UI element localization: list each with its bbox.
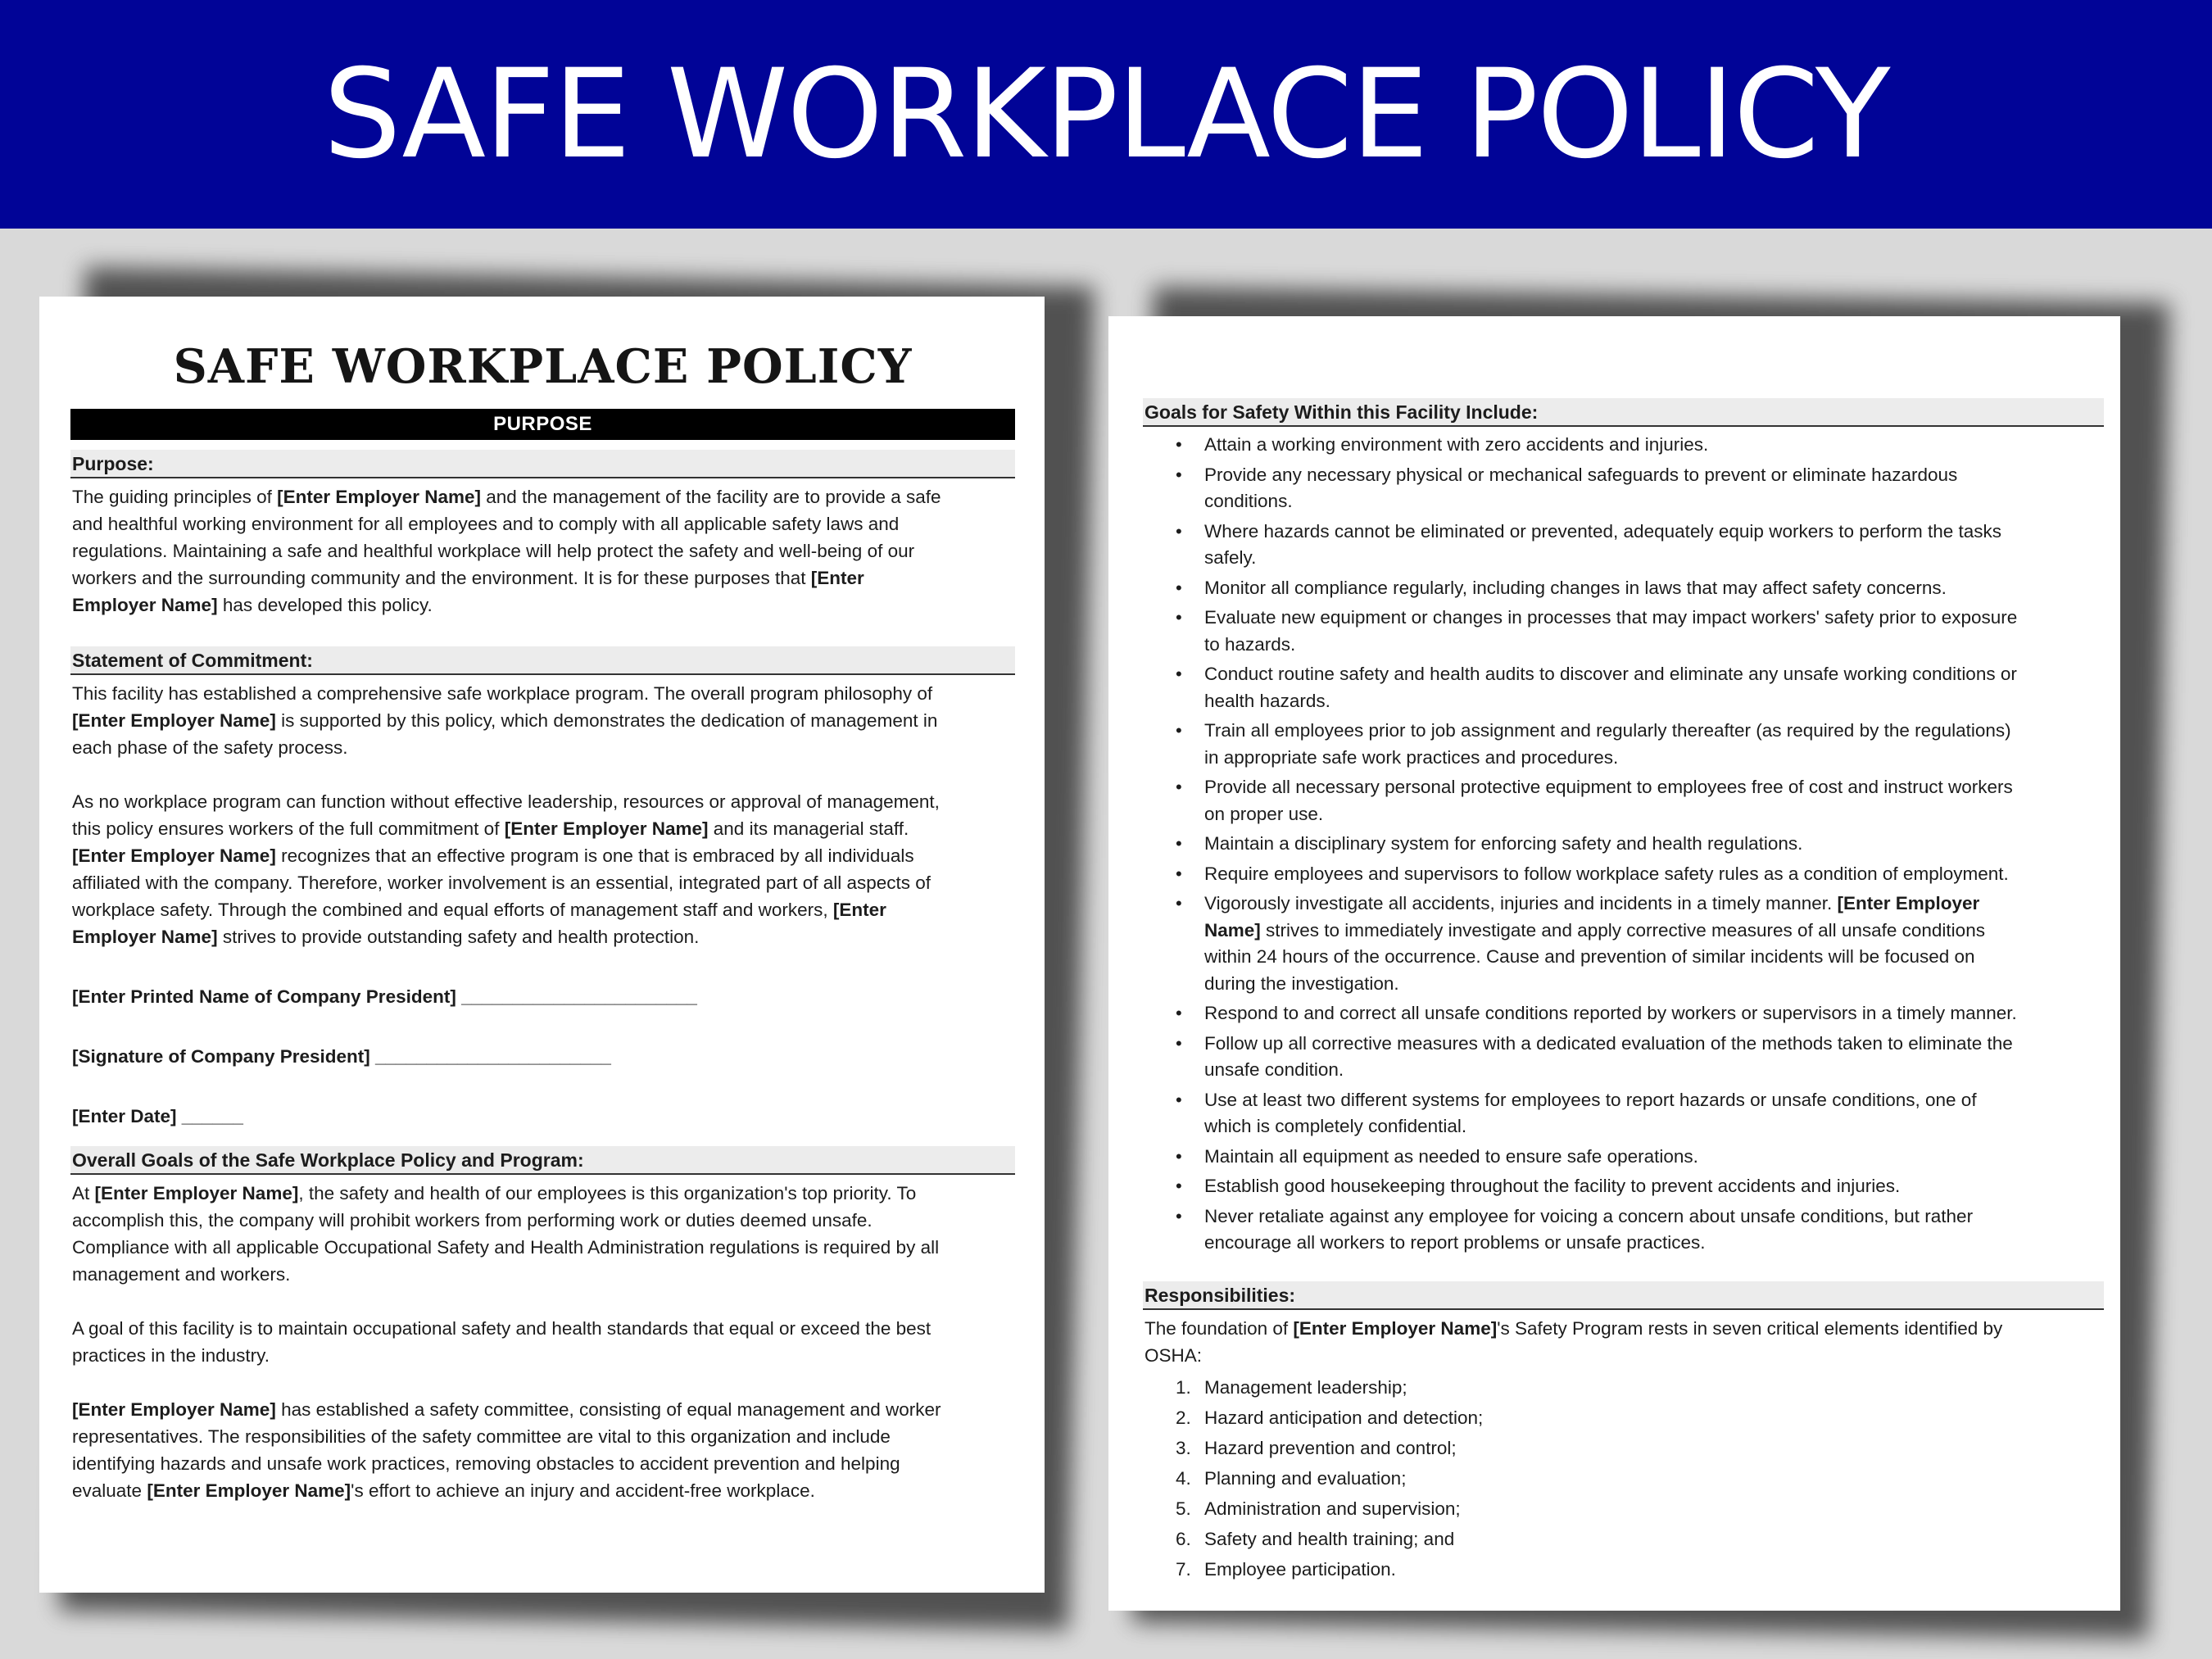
osha-elements-list: [1143, 1372, 2104, 1584]
text-line: OSHA:: [1145, 1344, 1203, 1366]
text-line: Employer Name] strives to provide outstanding safety and health protection.: [72, 927, 700, 947]
text-line: As no workplace program can function without effective leadership, resources or approval of management,: [72, 791, 940, 812]
signature-field: [Signature of Company President] _______________________: [72, 1046, 611, 1067]
osha-element-item: 5. Administration and supervision;: [1176, 1498, 1461, 1519]
osha-element-item: 7. Employee participation.: [1176, 1558, 1396, 1580]
goal-item: • Maintain a disciplinary system for enforcing safety and health regulations.: [1143, 831, 2104, 858]
text-line: representatives. The responsibilities of the safety committee are vital to this organization and include: [72, 1426, 891, 1447]
title-banner: [0, 0, 2212, 229]
safety-goals-heading: Goals for Safety Within this Facility Include:: [1143, 398, 2104, 427]
bullet-icon: •: [1176, 720, 1182, 741]
goal-item: • Never retaliate against any employee for voicing a concern about unsafe conditions, but rather encourage all workers to report problems or unsafe practices.: [1143, 1203, 2104, 1257]
bullet-icon: •: [1176, 777, 1182, 797]
bullet-icon: •: [1176, 664, 1182, 684]
text-line: At [Enter Employer Name], the safety and health of our employees is this organization's top priority. To: [72, 1183, 917, 1203]
goal-item: • Provide all necessary personal protective equipment to employees free of cost and instruct workers on proper use.: [1143, 774, 2104, 827]
osha-element-item: 4. Planning and evaluation;: [1176, 1467, 1407, 1489]
text-line: [Enter Employer Name] has established a safety committee, consisting of equal management and worker: [72, 1399, 941, 1420]
osha-element-item: 3. Hazard prevention and control;: [1176, 1437, 1457, 1458]
overall-goals-paragraph-2: [72, 1315, 1015, 1369]
bullet-icon: •: [1176, 607, 1182, 628]
overall-goals-paragraph-3: [72, 1396, 1015, 1504]
bullet-icon: •: [1176, 893, 1182, 913]
goal-item: • Provide any necessary physical or mechanical safeguards to prevent or eliminate hazardous conditions.: [1143, 462, 2104, 515]
text-line: accomplish this, the company will prohibit workers from performing work or duties deemed unsafe.: [72, 1210, 873, 1231]
overall-goals-heading: Overall Goals of the Safe Workplace Policy and Program:: [70, 1146, 1015, 1175]
goal-item: • Require employees and supervisors to follow workplace safety rules as a condition of employment.: [1143, 861, 2104, 888]
text-line: workplace safety. Through the combined and equal efforts of management staff and workers, [Enter: [72, 900, 886, 920]
bullet-icon: •: [1176, 464, 1182, 485]
goal-item: • Train all employees prior to job assignment and regularly thereafter (as required by the regulations) in appropriate safe work practices and procedures.: [1143, 718, 2104, 771]
osha-element-item: 6. Safety and health training; and: [1176, 1528, 1455, 1549]
text-line: This facility has established a comprehensive safe workplace program. The overall program philosophy of: [72, 683, 933, 704]
goal-item: • Monitor all compliance regularly, including changes in laws that may affect safety concerns.: [1143, 575, 2104, 602]
bullet-icon: •: [1176, 1205, 1182, 1226]
text-line: evaluate [Enter Employer Name]'s effort to achieve an injury and accident-free workplace.: [72, 1480, 815, 1501]
commitment-heading: Statement of Commitment:: [70, 646, 1015, 675]
goal-item: • Use at least two different systems for employees to report hazards or unsafe conditions, one of which is completely confidential.: [1143, 1087, 2104, 1140]
purpose-paragraph: [72, 483, 1015, 619]
goal-item: • Where hazards cannot be eliminated or prevented, adequately equip workers to perform the tasks safely.: [1143, 519, 2104, 572]
responsibilities-heading: Responsibilities:: [1143, 1281, 2104, 1310]
text-line: management and workers.: [72, 1264, 291, 1285]
purpose-bar: PURPOSE: [70, 409, 1015, 440]
goal-item: • Establish good housekeeping throughout the facility to prevent accidents and injuries.: [1143, 1173, 2104, 1200]
goal-item: • Conduct routine safety and health audits to discover and eliminate any unsafe working conditions or health hazards.: [1143, 661, 2104, 714]
text-line: identifying hazards and unsafe work practices, removing obstacles to accident prevention and helping: [72, 1453, 900, 1474]
safety-goals-list: [1143, 432, 2104, 1257]
document-page-1: [39, 297, 1045, 1593]
osha-element-item: 2. Hazard anticipation and detection;: [1176, 1407, 1484, 1428]
document-title: SAFE WORKPLACE POLICY: [173, 339, 913, 394]
bullet-icon: •: [1176, 520, 1182, 542]
bullet-icon: •: [1176, 1176, 1182, 1196]
goal-item: • Maintain all equipment as needed to ensure safe operations.: [1143, 1144, 2104, 1171]
text-line: regulations. Maintaining a safe and healthful workplace will help protect the safety and well-being of our: [72, 541, 915, 561]
goal-item: • Evaluate new equipment or changes in processes that may impact workers' safety prior to exposure to hazards.: [1143, 605, 2104, 658]
text-line: this policy ensures workers of the full commitment of [Enter Employer Name] and its managerial staff.: [72, 818, 909, 839]
commitment-paragraph-2: [72, 788, 1015, 950]
text-line: [Enter Employer Name] recognizes that an effective program is one that is embraced by all individuals: [72, 845, 914, 866]
document-page-2: [1108, 316, 2120, 1611]
goal-item: • Attain a working environment with zero accidents and injuries.: [1143, 432, 2104, 459]
responsibilities-intro: [1145, 1315, 2104, 1369]
banner-title: SAFE WORKPLACE POLICY: [323, 43, 1889, 186]
text-line: Compliance with all applicable Occupational Safety and Health Administration regulations is required by all: [72, 1237, 940, 1258]
text-line: each phase of the safety process.: [72, 737, 348, 758]
purpose-heading: Purpose:: [70, 450, 1015, 478]
text-line: affiliated with the company. Therefore, worker involvement is an essential, integrated part of all aspects of: [72, 873, 931, 893]
text-line: A goal of this facility is to maintain occupational safety and health standards that equal or exceed the best: [72, 1318, 931, 1339]
date-field: [Enter Date] ______: [72, 1106, 243, 1126]
text-line: practices in the industry.: [72, 1345, 270, 1366]
printed-name-field: [Enter Printed Name of Company President] _______________________: [72, 986, 697, 1007]
bullet-icon: •: [1176, 833, 1182, 854]
bullet-icon: •: [1176, 863, 1182, 884]
text-line: and healthful working environment for all employees and to comply with all applicable safety laws and: [72, 514, 900, 534]
goal-item: • Respond to and correct all unsafe conditions reported by workers or supervisors in a timely manner.: [1143, 1000, 2104, 1027]
text-line: Employer Name] has developed this policy.: [72, 595, 433, 615]
osha-element-item: 1. Management leadership;: [1176, 1376, 1407, 1398]
bullet-icon: •: [1176, 1003, 1182, 1023]
goal-item: • Vigorously investigate all accidents, injuries and incidents in a timely manner. [Enter Employer Name] strives to immediately investigate and apply corrective measures of all unsafe conditions within 24 hours of the occurrence. Cause and prevention of similar incidents will be focused on during the investigation.: [1143, 891, 2104, 997]
bullet-icon: •: [1176, 1145, 1182, 1167]
goal-item: • Follow up all corrective measures with a dedicated evaluation of the methods taken to eliminate the unsafe condition.: [1143, 1031, 2104, 1084]
text-line: [Enter Employer Name] is supported by this policy, which demonstrates the dedication of management in: [72, 710, 938, 731]
text-line: workers and the surrounding community and the environment. It is for these purposes that [Enter: [72, 568, 864, 588]
overall-goals-paragraph-1: [72, 1180, 1015, 1288]
bullet-icon: •: [1176, 577, 1182, 598]
bullet-icon: •: [1176, 1032, 1182, 1054]
bullet-icon: •: [1176, 434, 1182, 455]
commitment-paragraph-1: [72, 680, 1015, 761]
text-line: The foundation of [Enter Employer Name]'s Safety Program rests in seven critical elements identified by: [1145, 1317, 2003, 1339]
bullet-icon: •: [1176, 1089, 1182, 1110]
text-line: The guiding principles of [Enter Employer Name] and the management of the facility are to provide a safe: [72, 487, 941, 507]
